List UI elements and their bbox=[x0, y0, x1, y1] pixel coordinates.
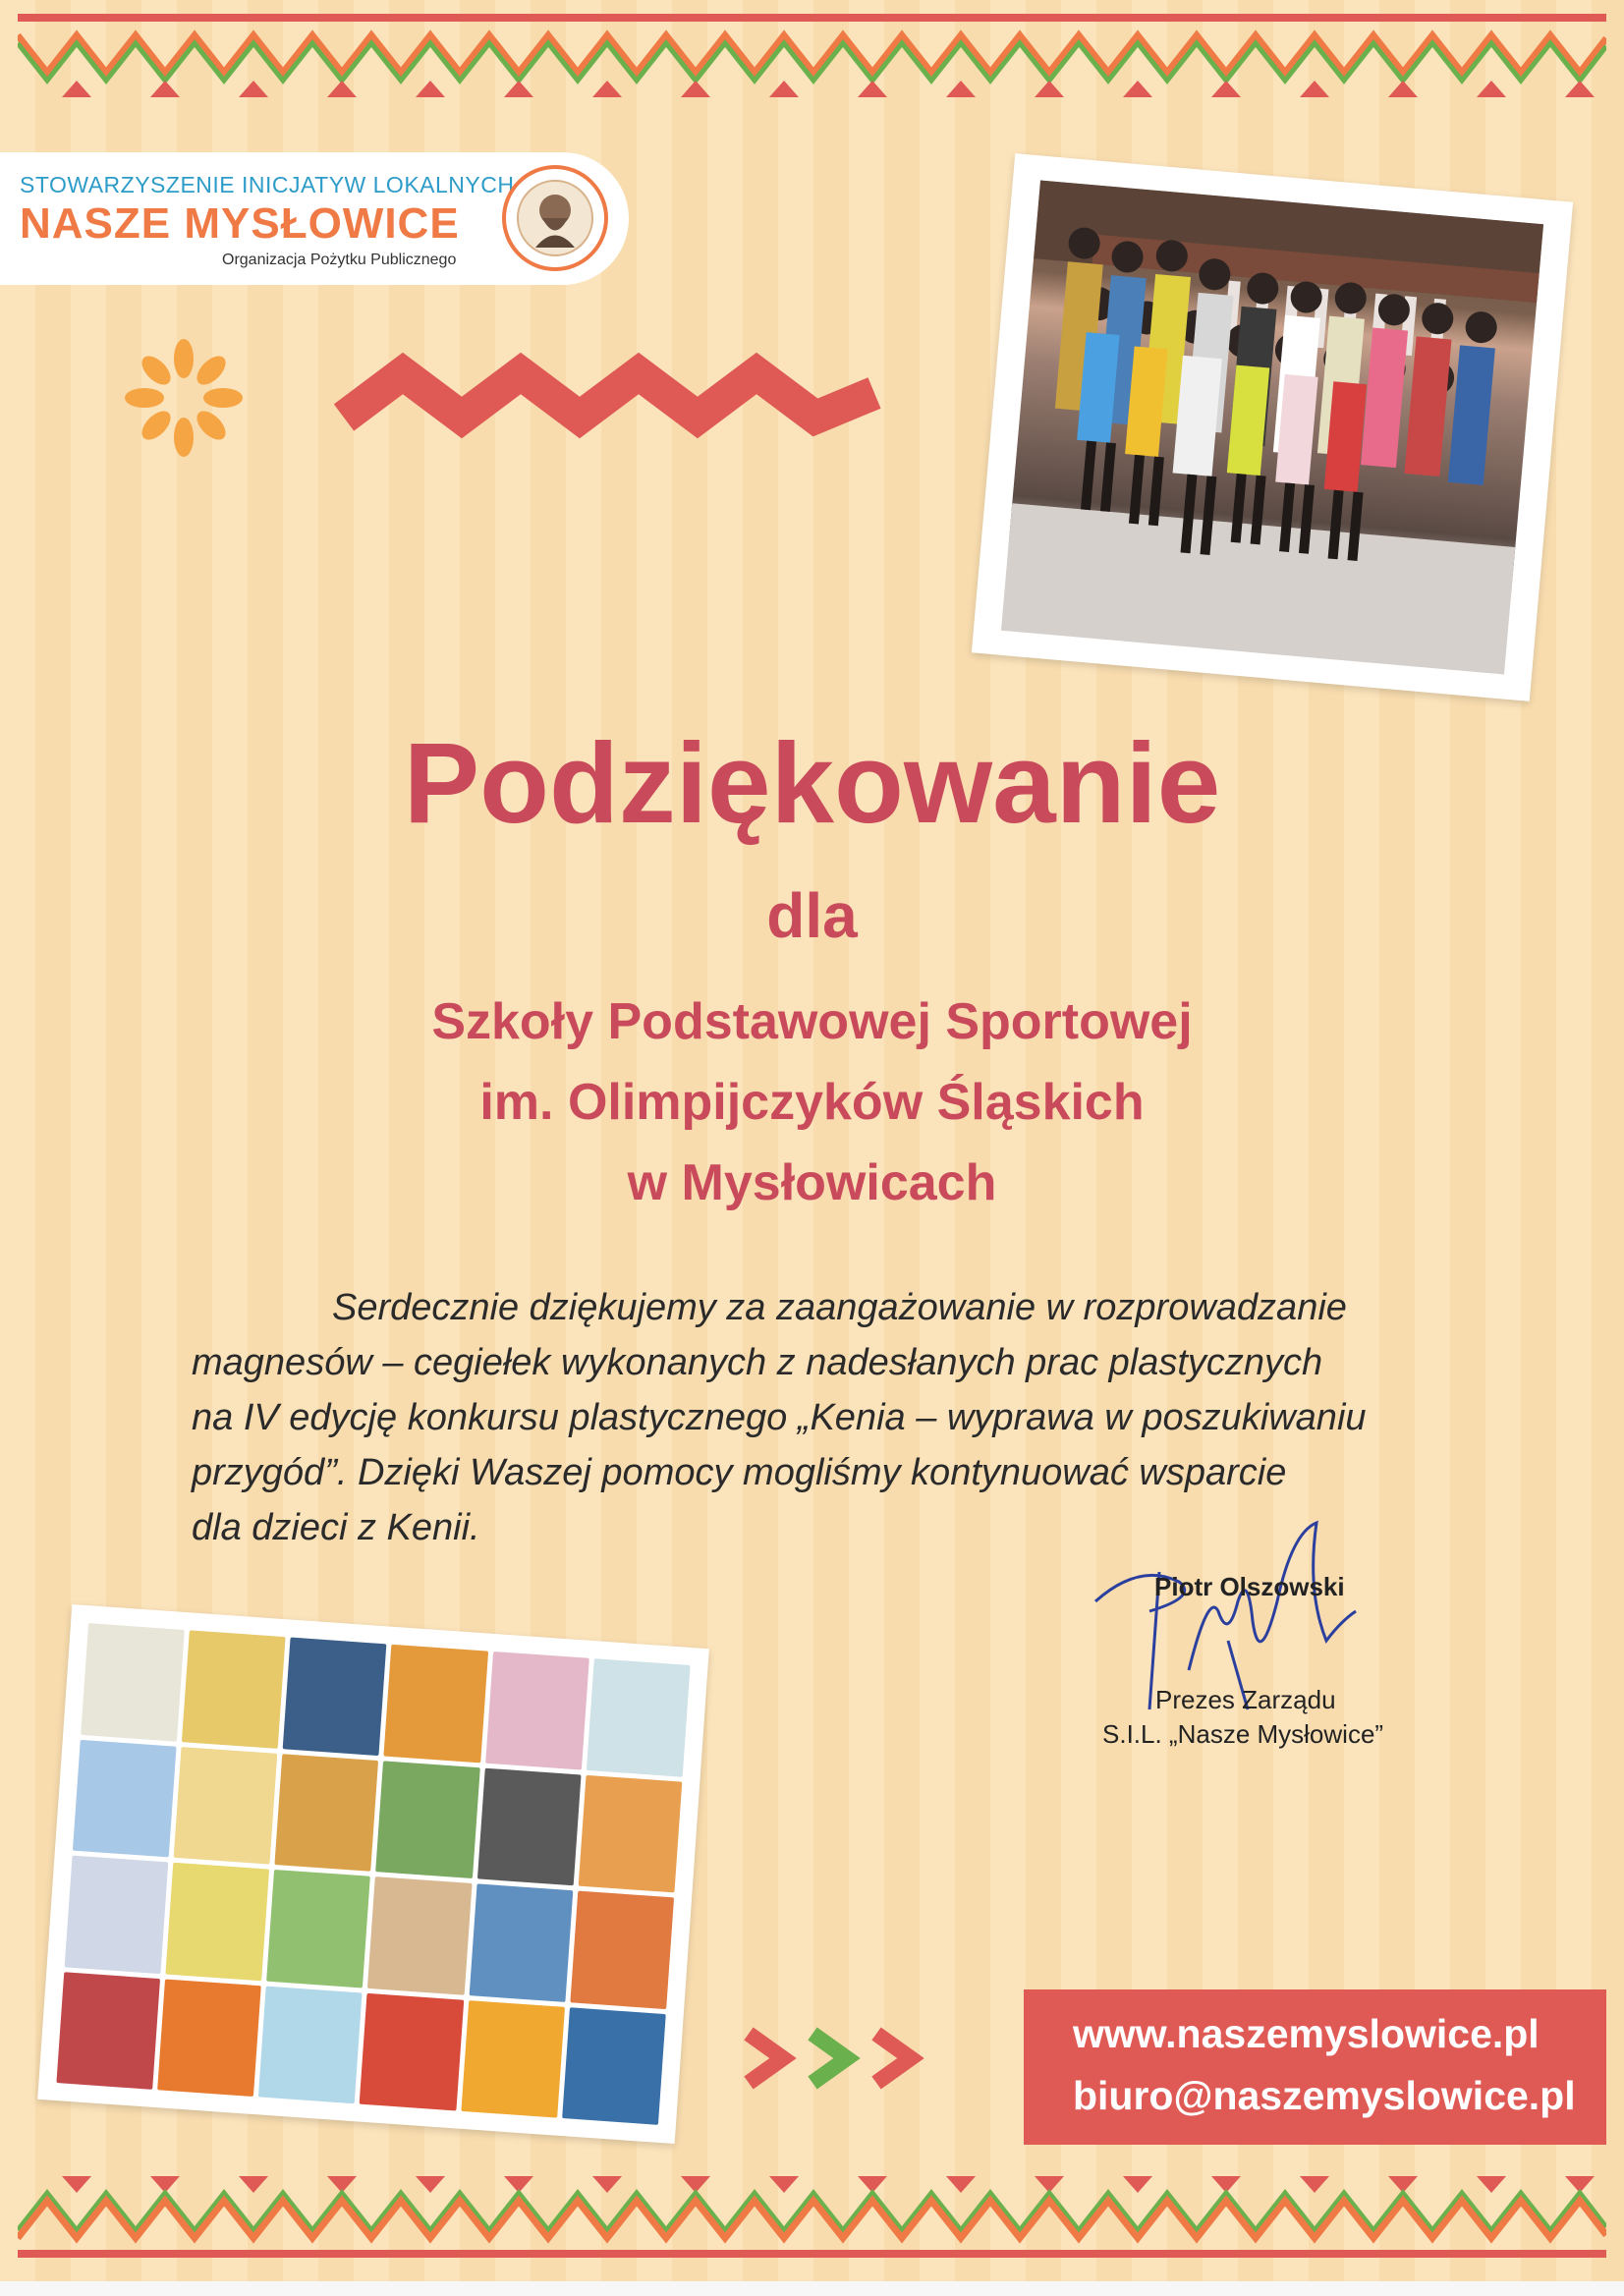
email-link[interactable]: biuro@naszemyslowice.pl bbox=[1073, 2073, 1576, 2118]
artwork-tile bbox=[174, 1747, 278, 1865]
artwork-tile bbox=[570, 1891, 674, 2009]
children-group-photo bbox=[972, 153, 1573, 701]
artwork-tile bbox=[266, 1870, 370, 1988]
scan-edge bbox=[0, 2281, 1624, 2296]
body-text-line-2: magnesów – cegiełek wykonanych z nadesłanych prac plastycznych bbox=[192, 1342, 1323, 1383]
contact-box bbox=[1024, 1989, 1606, 2145]
artwork-tile bbox=[166, 1863, 270, 1981]
artwork-collage-photo bbox=[37, 1604, 709, 2144]
artwork-tile bbox=[587, 1658, 691, 1776]
artwork-tile bbox=[65, 1856, 169, 1974]
recipient-line-2: im. Olimpijczyków Śląskich bbox=[479, 1074, 1145, 1131]
artwork-tile bbox=[56, 1972, 160, 2090]
arrows-ornament-icon bbox=[739, 2019, 955, 2098]
artwork-tile bbox=[469, 1883, 573, 2001]
artwork-tile bbox=[485, 1652, 589, 1769]
logo-association-name: STOWARZYSZENIE INICJATYW LOKALNYCH bbox=[20, 172, 515, 197]
logo-tagline: Organizacja Pożytku Publicznego bbox=[222, 252, 457, 268]
artwork-tile bbox=[81, 1623, 185, 1741]
zigzag-ornament-icon bbox=[334, 349, 884, 457]
signatory-organization: S.I.L. „Nasze Mysłowice” bbox=[1102, 1719, 1384, 1749]
artwork-tile bbox=[182, 1630, 286, 1748]
body-text-line-3: na IV edycję konkursu plastycznego „Kenia – wyprawa w poszukiwaniu bbox=[192, 1397, 1367, 1438]
logo-brand-name: NASZE MYSŁOWICE bbox=[20, 199, 460, 248]
body-text-line-4: przygód”. Dzięki Waszej pomocy mogliśmy kontynuować wsparcie bbox=[192, 1452, 1287, 1493]
artwork-tile bbox=[562, 2007, 666, 2125]
body-text-line-1: Serdecznie dziękujemy za zaangażowanie w rozprowadzanie bbox=[332, 1287, 1347, 1328]
organization-logo bbox=[0, 152, 629, 285]
certificate-title: Podziękowanie bbox=[403, 719, 1221, 847]
website-link[interactable]: www.naszemyslowice.pl bbox=[1073, 2011, 1540, 2056]
artwork-tile bbox=[578, 1774, 682, 1892]
artwork-tile bbox=[461, 2000, 565, 2118]
artwork-tile bbox=[384, 1645, 488, 1763]
artwork-tile bbox=[283, 1638, 387, 1756]
recipient-line-1: Szkoły Podstawowej Sportowej bbox=[431, 993, 1193, 1050]
artwork-tile bbox=[376, 1761, 480, 1878]
artwork-tile bbox=[157, 1979, 261, 2097]
artwork-tile bbox=[73, 1739, 177, 1857]
artwork-tile bbox=[360, 1992, 464, 2110]
artwork-tile bbox=[258, 1986, 363, 2103]
decorative-border-top bbox=[18, 14, 1606, 102]
artwork-tile bbox=[367, 1876, 472, 1994]
photo-image bbox=[1001, 180, 1543, 674]
flower-ornament-icon bbox=[120, 334, 248, 462]
signatory-role: Prezes Zarządu bbox=[1155, 1685, 1336, 1714]
signatory-name: Piotr Olszowski bbox=[1154, 1572, 1345, 1601]
body-text-line-5: dla dzieci z Kenii. bbox=[192, 1507, 480, 1548]
artwork-tile bbox=[275, 1754, 379, 1872]
artwork-tile bbox=[477, 1767, 582, 1885]
certificate-for: dla bbox=[766, 880, 858, 951]
recipient-line-3: w Mysłowicach bbox=[627, 1154, 997, 1211]
seal-portrait-icon bbox=[501, 164, 609, 272]
artwork-grid bbox=[56, 1623, 690, 2125]
decorative-border-bottom bbox=[18, 2171, 1606, 2260]
